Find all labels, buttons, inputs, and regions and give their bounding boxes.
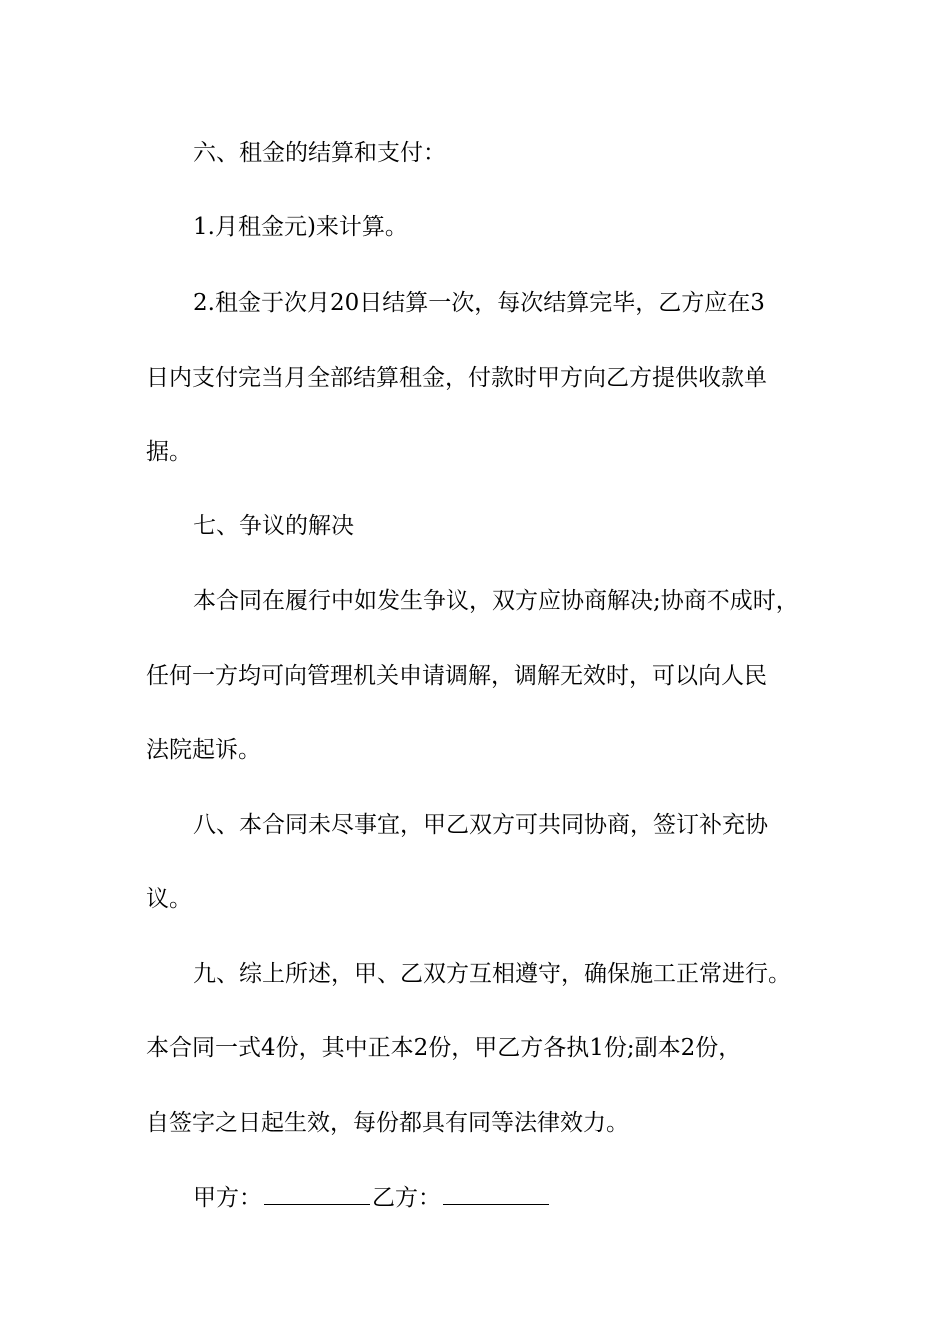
paragraph-line: 日内支付完当月全部结算租金，付款时甲方向乙方提供收款单: [146, 365, 767, 391]
section-heading-dispute-resolution: 七、争议的解决: [193, 513, 354, 539]
paragraph-line: 1.月租金元)来计算。: [193, 214, 408, 240]
paragraph-line: 九、综上所述，甲、乙双方互相遵守，确保施工正常进行。: [193, 961, 791, 987]
party-a-label: 甲方：: [193, 1185, 262, 1211]
paragraph-line: 自签字之日起生效，每份都具有同等法律效力。: [146, 1110, 629, 1136]
party-b-label: 乙方：: [372, 1185, 441, 1211]
paragraph-line: 八、本合同未尽事宜，甲乙双方可共同协商，签订补充协: [193, 812, 768, 838]
paragraph-line: 议。: [146, 886, 192, 912]
section-heading-rent-settlement: 六、租金的结算和支付：: [193, 140, 446, 166]
party-a-signature-blank: [264, 1186, 370, 1205]
paragraph-line: 据。: [146, 439, 192, 465]
party-b-signature-blank: [443, 1186, 549, 1205]
paragraph-line: 本合同一式4份，其中正本2份，甲乙方各执1份;副本2份，: [146, 1035, 742, 1061]
signature-line: [193, 1183, 551, 1213]
paragraph-line: 本合同在履行中如发生争议，双方应协商解决;协商不成时，: [193, 588, 799, 614]
paragraph-line: 任何一方均可向管理机关申请调解，调解无效时，可以向人民: [146, 663, 767, 689]
paragraph-line: 2.租金于次月20日结算一次，每次结算完毕，乙方应在3: [193, 290, 765, 316]
paragraph-line: 法院起诉。: [146, 737, 261, 763]
